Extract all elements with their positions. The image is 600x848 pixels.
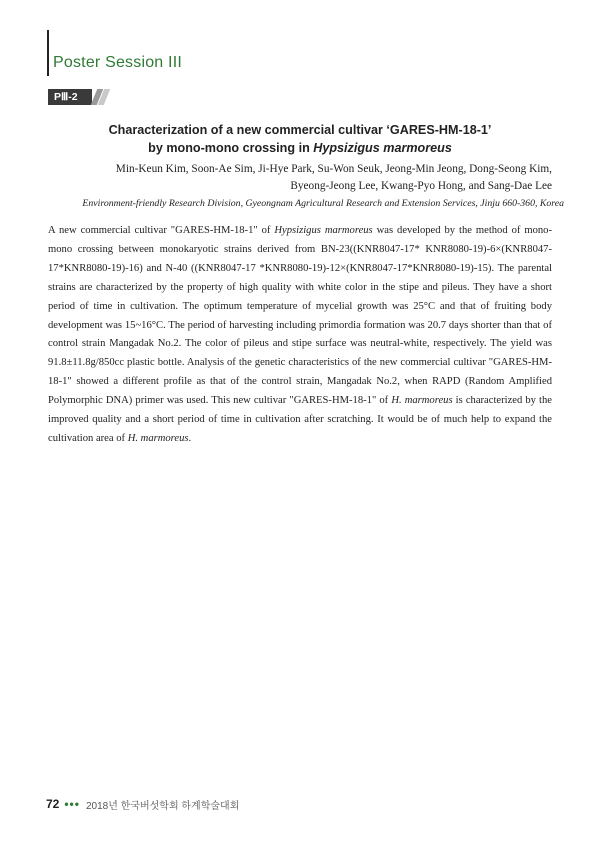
page-number: 72	[46, 797, 60, 811]
species-name: Hypsizigus marmoreus	[274, 225, 373, 236]
abstract-text: A new commercial cultivar "GARES-HM-18-1" of	[48, 225, 275, 236]
paper-title	[48, 121, 552, 157]
affiliation: Environment-friendly Research Division, Gyeongnam Agricultural Research and Extension Services, Jinju 660-360, Korea	[82, 198, 564, 209]
abstract-body	[48, 222, 552, 449]
author-line: Byeong-Jeong Lee, Kwang-Pyo Hong, and Sang-Dae Lee	[290, 180, 552, 192]
abstract-text: is characterized by the improved quality and a short period of time in cultivation after scratching. It would be of much help to expand the cultivation area of	[48, 395, 552, 444]
header-accent-bar	[47, 30, 49, 76]
session-title: Poster Session III	[53, 54, 182, 71]
conference-name: 2018년 한국버섯학회 하계학술대회	[85, 800, 240, 812]
species-name: H. marmoreus	[391, 395, 453, 407]
poster-badge	[48, 89, 106, 105]
paper-title-line2	[48, 139, 552, 157]
paper-title-prefix: by mono-mono crossing in	[148, 141, 314, 155]
abstract-text: was developed by the method of mono-mono crossing between monokaryotic strains derived from BN-23((KNR8047-17* KNR8080-19)-6×(KNR8047-17*KNR8080-19)-16) and N-40 ((KNR8047-17 *KNR8080-19)-12×(KNR8047-17*KNR8080-19)-15). The parental strains are characterized by the property of high quality with white color in the stipe and pileus. They have a short period of time in cultivation. The optimum temperature of mycelial growth was 25°C and that of fruiting body development was 15~16°C. The period of harvesting including primordia formation was 20.7 days shorter than that of control strain Mangadak No.2. The color of pileus and stipe surface was neutral-white, respectively. The yield was 91.8±11.8g/850cc plastic bottle. Analysis of the genetic characteristics of the new commercial cultivar "GARES-HM-18-1" showed a different profile as that of the control strain, Mangadak No.2, when RAPD (Random Amplified Polymorphic DNA) primer was used. This new cultivar "GARES-HM-18-1" of	[48, 225, 552, 407]
author-list	[82, 161, 552, 195]
author-line: Min-Keun Kim, Soon-Ae Sim, Ji-Hye Park, Su-Won Seuk, Jeong-Min Jeong, Dong-Seong Kim,	[115, 163, 552, 175]
abstract-paragraph	[48, 222, 552, 449]
footer-dots: •••	[64, 797, 80, 811]
abstract-text: .	[188, 432, 192, 444]
page-footer	[46, 796, 239, 812]
paper-title-line1: Characterization of a new commercial cultivar ‘GARES-HM-18-1’	[108, 123, 492, 137]
species-name: H. marmoreus	[127, 432, 189, 444]
paper-title-species: Hypsizigus marmoreus	[313, 141, 452, 155]
poster-badge-label: PⅢ-2	[48, 89, 92, 105]
